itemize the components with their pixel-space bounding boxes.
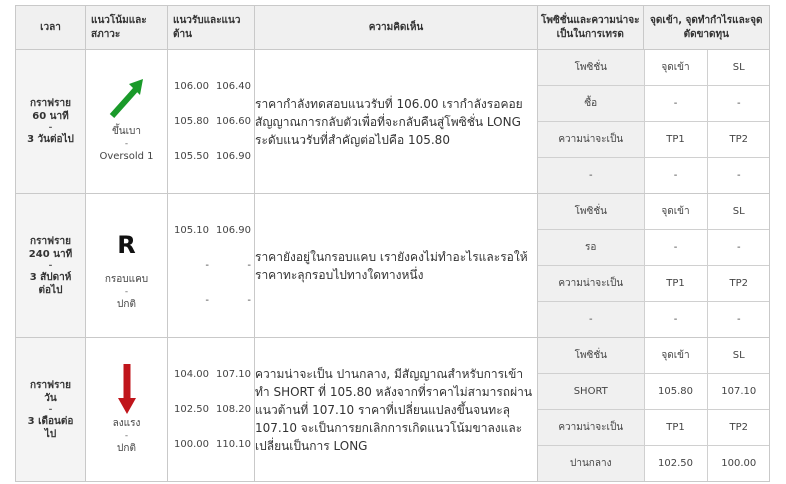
timeframe-line: ต่อไป bbox=[38, 284, 63, 296]
level-pair bbox=[168, 392, 254, 427]
trend-separator: - bbox=[124, 430, 129, 441]
resistance-value: 110.10 bbox=[216, 439, 251, 450]
signal-value: จุดเข้า bbox=[644, 194, 707, 230]
support-value: 105.10 bbox=[174, 225, 209, 236]
level-pair bbox=[168, 248, 254, 283]
header-position: โพซิชั่นและความน่าจะเป็นในการเทรด bbox=[538, 6, 644, 49]
signal-table bbox=[538, 50, 770, 193]
signal-value: - bbox=[736, 313, 741, 325]
timeframe-line: 3 วันต่อไป bbox=[27, 134, 74, 145]
timeframe-line: 60 นาที bbox=[32, 111, 69, 122]
timeframe-line: กราฟราย bbox=[30, 379, 71, 391]
comment-cell: ราคากำลังทดสอบแนวรับที่ 106.00 เรากำลังรอคอยสัญญาณการกลับตัวเพื่อที่จะกลับคืนสู่โพซิชั่น LONG ระดับแนวรับที่สำคัญต่อไปคือ 105.80 bbox=[255, 50, 538, 194]
timeframe-line: 3 สัปดาห์ bbox=[29, 271, 72, 283]
resistance-value: 106.90 bbox=[216, 225, 251, 236]
level-pair bbox=[168, 427, 254, 462]
timeframe-cell bbox=[16, 194, 86, 338]
forecast-table bbox=[15, 5, 770, 482]
signal-row bbox=[538, 157, 770, 193]
signal-value: SL bbox=[707, 50, 770, 86]
signal-value: รอ bbox=[538, 230, 644, 266]
resistance-value: 106.90 bbox=[216, 151, 251, 162]
condition-text: Oversold 1 bbox=[99, 150, 154, 162]
timeframe-line: - bbox=[48, 404, 53, 415]
signal-cell bbox=[538, 338, 770, 482]
header-position-entry bbox=[538, 6, 770, 50]
support-resistance-cell bbox=[168, 194, 255, 338]
letter-r-icon bbox=[86, 220, 167, 272]
support-value: 105.80 bbox=[174, 116, 209, 127]
forecast-row bbox=[16, 194, 770, 338]
trend-cell bbox=[86, 194, 168, 338]
red-down-arrow-icon bbox=[86, 364, 167, 416]
header-levels: แนวรับและแนวต้าน bbox=[168, 6, 255, 50]
timeframe-line: วัน bbox=[44, 392, 57, 404]
signal-value: TP1 bbox=[644, 122, 707, 158]
signal-value: 107.10 bbox=[707, 374, 770, 410]
signal-row bbox=[538, 374, 770, 410]
signal-value: โพซิชั่น bbox=[538, 338, 644, 374]
signal-value: TP2 bbox=[707, 122, 770, 158]
signal-value: โพซิชั่น bbox=[538, 50, 644, 86]
signal-table bbox=[538, 194, 770, 337]
resistance-value: 106.40 bbox=[216, 81, 251, 92]
timeframe-line: กราฟราย bbox=[30, 235, 71, 247]
signal-value: ความน่าจะเป็น bbox=[538, 266, 644, 302]
green-up-arrow-icon bbox=[86, 72, 167, 124]
timeframe-line: 240 นาที bbox=[28, 248, 73, 260]
signal-value: TP1 bbox=[644, 410, 707, 446]
support-value: 106.00 bbox=[174, 81, 209, 92]
timeframe-cell bbox=[16, 50, 86, 194]
signal-value: ซื้อ bbox=[538, 86, 644, 122]
signal-row bbox=[538, 445, 770, 481]
signal-cell bbox=[538, 194, 770, 338]
signal-value: จุดเข้า bbox=[644, 338, 707, 374]
level-pair bbox=[168, 283, 254, 318]
timeframe-line: กราฟราย bbox=[30, 98, 71, 109]
signal-value: - bbox=[707, 86, 770, 122]
signal-value: SL bbox=[707, 194, 770, 230]
support-resistance-cell bbox=[168, 338, 255, 482]
signal-value: - bbox=[644, 230, 707, 266]
header-comment: ความคิดเห็น bbox=[255, 6, 538, 50]
support-value: - bbox=[205, 260, 209, 271]
comment-cell: ความน่าจะเป็น ปานกลาง, มีสัญญาณสำหรับการเข้าทำ SHORT ที่ 105.80 หลังจากที่ราคาไม่สามารถผ่านแนวต้านที่ 107.10 ราคาที่เปลี่ยนแปลงขึ้นจนทะลุ 107.10 จะเป็นการยกเลิกการเกิดแนวโน้มขาลงและเปลี่ยนเป็นการ LONG bbox=[255, 338, 538, 482]
signal-value: 102.50 bbox=[644, 445, 707, 481]
signal-value: - bbox=[644, 86, 707, 122]
support-value: 100.00 bbox=[174, 439, 209, 450]
timeframe-line: 3 เดือนต่อ bbox=[27, 415, 74, 427]
signal-value: จุดเข้า bbox=[644, 50, 707, 86]
timeframe-line: - bbox=[48, 260, 53, 271]
level-pair bbox=[168, 213, 254, 248]
signal-value: TP1 bbox=[644, 266, 707, 302]
signal-value: SL bbox=[707, 338, 770, 374]
level-pair bbox=[168, 139, 254, 174]
support-resistance-cell bbox=[168, 50, 255, 194]
condition-text: ปกติ bbox=[117, 298, 136, 310]
trend-cell bbox=[86, 50, 168, 194]
support-value: 105.50 bbox=[174, 151, 209, 162]
resistance-value: 106.60 bbox=[216, 116, 251, 127]
signal-row bbox=[538, 338, 770, 374]
trend-text: ลงแรง bbox=[112, 417, 141, 429]
signal-value: 100.00 bbox=[721, 457, 757, 469]
comment-cell: ราคายังอยู่ในกรอบแคบ เรายังคงไม่ทำอะไรและรอให้ราคาทะลุกรอบไปทางใดทางหนึ่ง bbox=[255, 194, 538, 338]
support-value: 104.00 bbox=[174, 369, 209, 380]
signal-value: ปานกลาง bbox=[538, 445, 644, 481]
signal-row bbox=[538, 410, 770, 446]
header-time: เวลา bbox=[16, 6, 86, 50]
timeframe-cell bbox=[16, 338, 86, 482]
forecast-row bbox=[16, 50, 770, 194]
level-pair bbox=[168, 357, 254, 392]
signal-row bbox=[538, 301, 770, 337]
signal-value: - bbox=[736, 169, 741, 181]
trend-letter: R bbox=[117, 231, 136, 259]
forecast-row bbox=[16, 338, 770, 482]
timeframe-line: - bbox=[48, 123, 53, 133]
signal-value: - bbox=[644, 157, 707, 193]
header-row bbox=[16, 6, 770, 50]
signal-table bbox=[538, 338, 770, 481]
signal-value: ความน่าจะเป็น bbox=[538, 122, 644, 158]
signal-value: TP2 bbox=[707, 266, 770, 302]
trend-text: กรอบแคบ bbox=[104, 273, 149, 285]
signal-value: TP2 bbox=[707, 410, 770, 446]
signal-row bbox=[538, 194, 770, 230]
support-value: 102.50 bbox=[174, 404, 209, 415]
header-trend: แนวโน้มและสภาวะ bbox=[86, 6, 168, 50]
resistance-value: - bbox=[247, 260, 251, 271]
signal-value: 105.80 bbox=[644, 374, 707, 410]
timeframe-line: ไป bbox=[44, 428, 57, 440]
signal-value: - bbox=[538, 301, 644, 337]
trend-cell bbox=[86, 338, 168, 482]
level-pair bbox=[168, 69, 254, 104]
trend-separator: - bbox=[124, 138, 129, 149]
signal-row bbox=[538, 50, 770, 86]
trend-text: ขึ้นเบา bbox=[111, 125, 142, 137]
support-value: - bbox=[205, 295, 209, 306]
signal-value: SHORT bbox=[538, 374, 644, 410]
condition-text: ปกติ bbox=[117, 442, 136, 454]
signal-row bbox=[538, 266, 770, 302]
signal-value: - bbox=[644, 301, 707, 337]
signal-cell bbox=[538, 50, 770, 194]
resistance-value: 107.10 bbox=[216, 369, 251, 380]
resistance-value: 108.20 bbox=[216, 404, 251, 415]
signal-row bbox=[538, 230, 770, 266]
header-entry: จุดเข้า, จุดทำกำไรและจุดตัดขาดทุน bbox=[650, 14, 763, 40]
signal-value: - bbox=[538, 157, 644, 193]
trend-separator: - bbox=[124, 286, 129, 297]
level-pair bbox=[168, 104, 254, 139]
signal-value: โพซิชั่น bbox=[538, 194, 644, 230]
signal-row bbox=[538, 122, 770, 158]
signal-row bbox=[538, 86, 770, 122]
signal-value: ความน่าจะเป็น bbox=[538, 410, 644, 446]
signal-value: - bbox=[707, 230, 770, 266]
resistance-value: - bbox=[247, 295, 251, 306]
